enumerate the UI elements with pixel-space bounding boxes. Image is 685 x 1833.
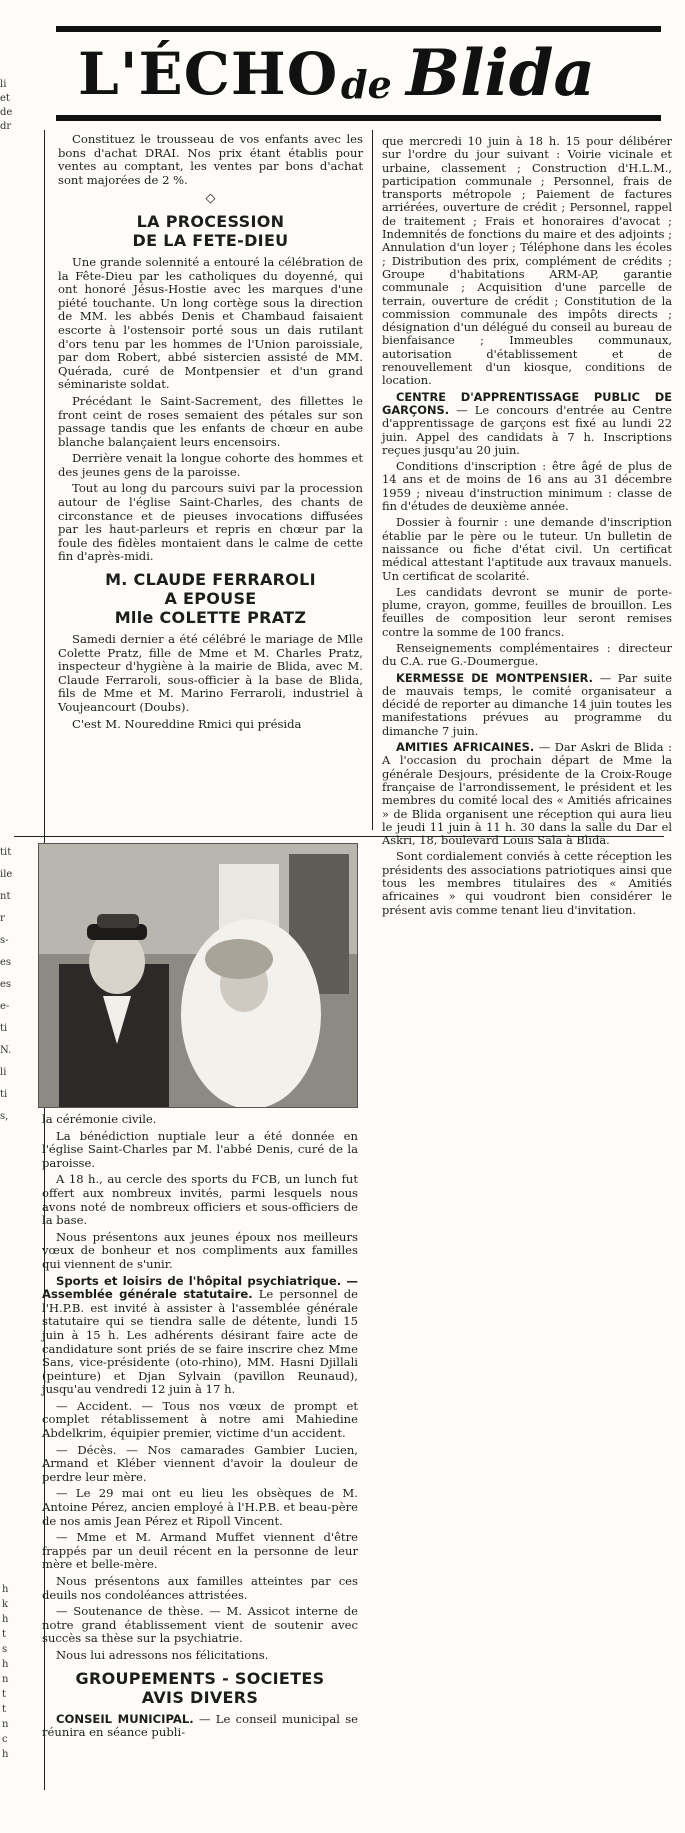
conseil-text: — Le conseil municipal se réunira en séance publi- <box>42 1711 359 1740</box>
margin-frag: t <box>2 1689 7 1700</box>
amities-para-2: Sont cordialement conviés à cette réception les présidents des associations patriotiques ainsi que tous les membres titulaires des « Amitiés africaines » qui voudront bien considérer le présent avis comme tenant lieu d'invitation. <box>382 849 672 917</box>
procession-para: Précédant le Saint-Sacrement, des fillettes le front ceint de roses semaient des pétales sur son passage tandis que les enfants de chœur en aube blanche balançaient leurs encensoirs. <box>58 393 363 449</box>
masthead-blida: Blida <box>406 36 595 111</box>
margin-frag: t <box>2 1704 7 1715</box>
procession-heading <box>58 212 363 250</box>
felicitations-para: Nous lui adressons nos félicitations. <box>56 1647 269 1662</box>
margin-frag: ile <box>0 869 13 880</box>
margin-frag: de <box>0 107 13 118</box>
conditions-para: Conditions d'inscription : être âgé de plus de 14 ans et de moins de 16 ans au 31 décembre 1959 ; niveau d'instruction minimum : classe de fin d'études de deuxième année. <box>382 459 672 514</box>
margin-frag: s, <box>0 1111 9 1122</box>
sports-text: Le personnel de l'H.P.B. est invité à assister à l'assemblée générale statutaire qui se tiendra salle de détente, lundi 15 juin à 15 h. Les adhérents désirant faire acte de candidature sont priés de se faire inscrire chez Mme Sans, vice-présidente (oto-rhino), MM. Hasni Djillali (peinture) et Djan Sylvain (pavillon Reunaud), jusqu'au vendredi 12 juin à 17 h. <box>42 1287 358 1397</box>
wedding-para: Samedi dernier a été célébré le mariage de Mlle Colette Pratz, fille de Mme et M. Charles Pratz, inspecteur d'hygiène à la mairie de Blida, avec M. Claude Ferraroli, sous-officier à la base de Blida, fils de Mme et M. Marino Ferraroli, industriel à Voujeancourt (Doubs). <box>58 632 363 714</box>
margin-frag: c <box>2 1734 8 1745</box>
muffet-para: — Mme et M. Armand Muffet viennent d'être frappés par un deuil récent en la personne de leur mère et belle-mère. <box>42 1530 358 1572</box>
margin-frag: nt <box>0 891 11 902</box>
margin-frag: ti <box>0 1089 8 1100</box>
renseignements-para: Renseignements complémentaires : directeur du C.A. rue G.-Doumergue. <box>382 640 672 669</box>
margin-frag: s <box>2 1644 8 1655</box>
procession-para: Derrière venait la longue cohorte des hommes et des jeunes gens de la paroisse. <box>58 451 363 479</box>
margin-frag: k <box>2 1599 9 1610</box>
margin-frag: es <box>0 979 12 990</box>
lower-para: la cérémonie civile. <box>42 1112 157 1126</box>
margin-top <box>0 78 14 134</box>
margin-frag: s- <box>0 935 9 946</box>
wedding-title-2: A EPOUSE <box>164 589 257 609</box>
wedding-photo-drawing <box>39 844 357 1107</box>
masthead-echo: L'ÉCHO <box>78 40 339 108</box>
lower-para: La bénédiction nuptiale leur a été donnée en l'église Saint-Charles par M. l'abbé Denis, curé de la paroisse. <box>42 1128 358 1170</box>
wedding-heading <box>58 570 363 627</box>
lower-para: A 18 h., au cercle des sports du FCB, un lunch fut offert aux nombreux invités, parmi lesquels nous avons noté de nombreux officiers et sous-officiers de la base. <box>42 1172 358 1228</box>
procession-para: Tout au long du parcours suivi par la procession autour de l'église Saint-Charles, des chants de circonstance et de pieuses invocations diffusées par les haut-parleurs et repris en chœur par la foule des fidèles montaient dans le calme de cette fin d'après-midi. <box>58 481 363 564</box>
wedding-photo <box>38 843 358 1108</box>
margin-frag: h <box>2 1584 9 1595</box>
margin-frag: es <box>0 957 12 968</box>
procession-title-2: DE LA FETE-DIEU <box>132 230 289 250</box>
condoleances-para: Nous présentons aux familles atteintes par ces deuils nos condoléances attristées. <box>42 1574 358 1602</box>
masthead <box>56 26 661 121</box>
wedding-title-1: M. CLAUDE FERRAROLI <box>105 570 316 590</box>
drai-ad: Constituez le trousseau de vos enfants avec les bons d'achat DRAI. Nos prix étant établis pour ventes au comptant, les ventes par bons d'achat sont majorées de 2 %. <box>58 132 363 187</box>
margin-frag: tit <box>0 847 12 858</box>
centre-text: — Le concours d'entrée au Centre d'apprentissage de garçons est fixé au lundi 22 juin. Appel des candidats à 7 h. Inscriptions reçues jusqu'au 20 juin. <box>382 402 672 457</box>
margin-frag: e- <box>0 1001 10 1012</box>
wedding-title-3: Mlle COLETTE PRATZ <box>114 608 307 628</box>
amities-title: AMITIES AFRICAINES. <box>396 740 535 755</box>
accident-para: — Accident. — Tous nos vœux de prompt et complet rétablissement à notre ami Mahiedine Abdelkrim, équipier premier, victime d'un accident. <box>42 1398 358 1441</box>
margin-frag: n <box>2 1719 9 1730</box>
margin-frag: h <box>2 1749 9 1760</box>
procession-para: Une grande solennité a entouré la célébration de la Fête-Dieu par les catholiques du doyenné, qui ont honoré Jésus-Hostie avec les marques d'une piété touchante. Un long cortège sous la direction de MM. les abbés Denis et Chambaud faisaient escorte à l'ostensoir porté sous un dais rutilant d'ors tenu par les hommes de l'Union paroissiale, par dom Robert, abbé sistercien assisté de MM. Quérada, curé de Montpensier et d'un grand séminariste soldat. <box>58 254 363 392</box>
groupements-title-2: AVIS DIVERS <box>141 1687 259 1707</box>
margin-frag: h <box>2 1659 9 1670</box>
margin-frag: n <box>2 1674 9 1685</box>
dossier-para: Dossier à fournir : une demande d'inscription établie par le père ou le tuteur. Un bulletin de naissance ou fiche d'état civil. Un certificat médical attestant l'aptitude aux travaux manuels. Un certificat de scolarité. <box>382 515 672 583</box>
margin-frag: ti <box>0 1023 8 1034</box>
margin-frag: N. <box>0 1045 12 1056</box>
masthead-de: de <box>341 62 392 107</box>
groupements-heading <box>42 1669 358 1707</box>
lower-column <box>42 1113 358 1743</box>
kermesse-text: — Par suite de mauvais temps, le comité organisateur a décidé de reporter au dimanche 14 juin toutes les manifestations prévues au programme du dimanche 7 juin. <box>382 670 673 738</box>
margin-frag: et <box>0 93 10 104</box>
margin-bottom <box>2 1582 14 1762</box>
kermesse-title: KERMESSE DE MONTPENSIER. <box>396 670 593 685</box>
obseques-para: — Le 29 mai ont eu lieu les obsèques de M. Antoine Pérez, ancien employé à l'H.P.B. et beau-père de nos amis Jean Pérez et Ripoll Vincent. <box>42 1486 358 1528</box>
wedding-para: C'est M. Noureddine Rmici qui présida <box>72 716 302 731</box>
lower-para: Nous présentons aux jeunes époux nos meilleurs vœux de bonheur et nos compliments aux familles qui viennent de s'unir. <box>42 1229 358 1271</box>
column-rule <box>372 130 373 830</box>
margin-frag: dr <box>0 121 12 132</box>
margin-frag: li <box>0 1067 7 1078</box>
candidats-para: Les candidats devront se munir de porte-plume, crayon, gomme, feuilles de brouillon. Les feuilles de composition leur seront remises contre la somme de 100 francs. <box>382 584 672 639</box>
groupements-title-1: GROUPEMENTS - SOCIETES <box>75 1668 325 1688</box>
these-para: — Soutenance de thèse. — M. Assicot interne de notre grand établissement vient de soutenir avec succès sa thèse sur la psychiatrie. <box>42 1604 358 1646</box>
conseil-title: CONSEIL MUNICIPAL. <box>56 1711 194 1726</box>
margin-frag: t <box>2 1629 7 1640</box>
left-column <box>58 133 363 734</box>
amities-text: — Dar Askri de Blida : A l'occasion du prochain départ de Mme la générale Desjours, présidente de la Croix-Rouge française de l'arrondissement, le président et les membres du comité local des « Amitiés africaines » de Blida organisent une réception qui aura lieu le jeudi 11 juin à 11 h. 30 dans la salle du Dar el Askri, 18, boulevard Louis Sala à Blida. <box>382 740 672 848</box>
right-column <box>382 135 672 920</box>
diamond-separator: ◇ <box>205 191 216 207</box>
centre-title: CENTRE D'APPRENTISSAGE PUBLIC DE GARÇONS. <box>382 389 672 417</box>
procession-title-1: LA PROCESSION <box>136 211 285 231</box>
deces-para: — Décès. — Nos camarades Gambier Lucien, Armand et Kléber viennent d'avoir la douleur de perdre leur mère. <box>42 1442 358 1484</box>
council-agenda: que mercredi 10 juin à 18 h. 15 pour délibérer sur l'ordre du jour suivant : Voirie vicinale et urbaine, classement ; Construction d'H.L.M., participation communale ; Personnel, frais de transports métropole ; Paiement de factures arriérées, ouverture de crédit ; Personnel, rappel de traitement ; Frais et honoraires d'avocat ; Indemnités de fonctions du maire et des adjoints ; Annulation d'un loyer ; Téléphone dans les écoles ; Distribution des prix, complément de crédits ; Groupe d'habitations ARM-AP, garantie communale ; Acquisition d'une parcelle de terrain, ouverture de crédit ; Constitution de la commission communale des impôts directs ; désignation d'un délégué du conseil au bureau de bienfaisance ; Immeubles communaux, autorisation d'établissement et de renouvellement d'un kiosque, conditions de location. <box>382 134 672 388</box>
margin-frag: li <box>0 79 7 90</box>
margin-mid <box>0 842 18 1128</box>
margin-frag: h <box>2 1614 9 1625</box>
margin-frag: r <box>0 913 5 924</box>
sports-title: Sports et loisirs de l'hôpital psychiatrique. — Assemblée générale statutaire. <box>42 1273 358 1302</box>
